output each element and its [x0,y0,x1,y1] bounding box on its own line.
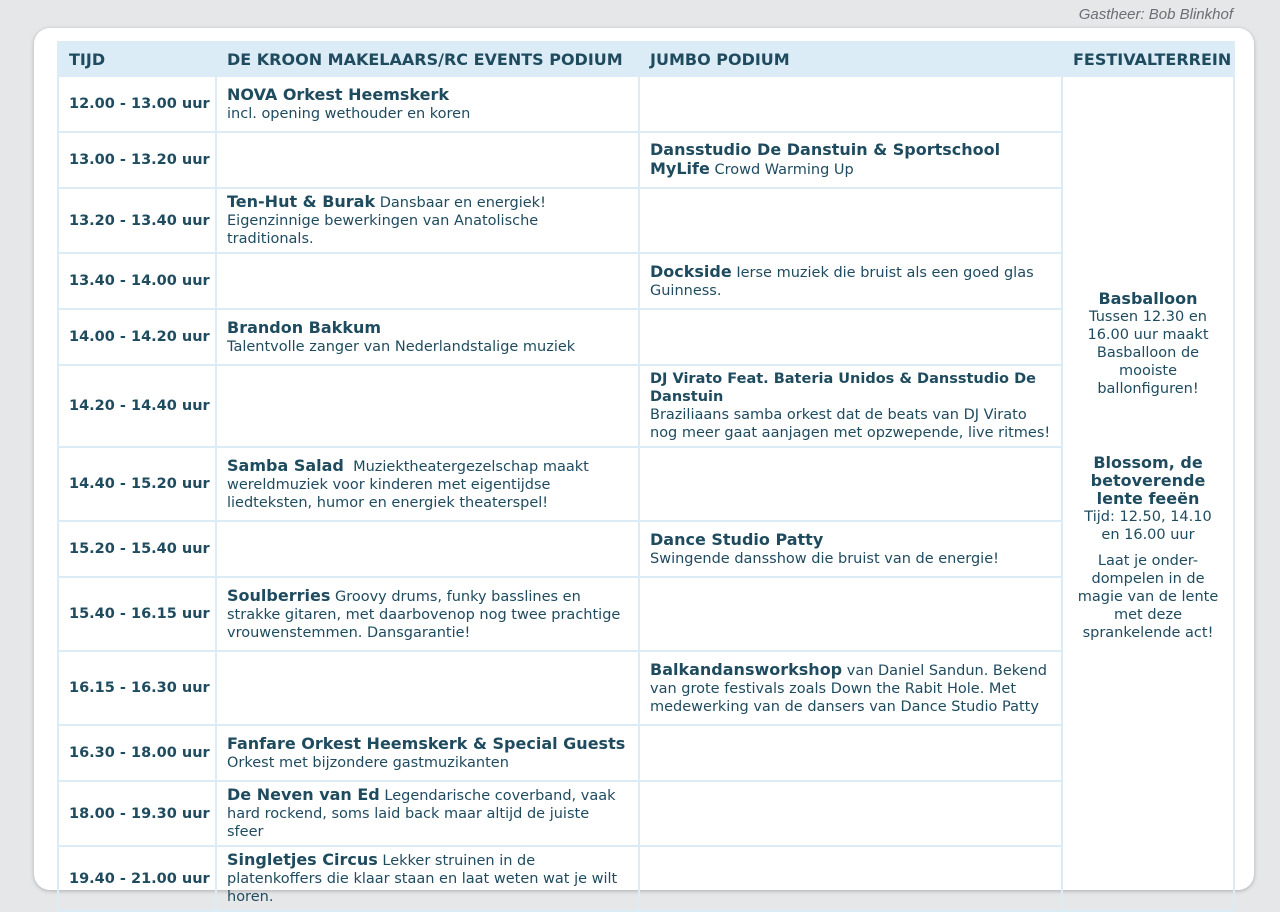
table-row [58,781,1234,846]
program-card [34,28,1254,905]
table-row [58,725,1234,781]
table-row [58,521,1234,577]
act-description: Braziliaans samba orkest dat de beats van DJ Virato nog meer gaat aanjagen met opzwepende, live ritmes! [650,407,1051,441]
act-description: Ierse muziek die bruist als een goed glas Guinness. [650,264,1034,299]
time-slot: 14.00 - 14.20 uur [58,309,216,365]
blossom-title: Blossom, de betoverende lente feeën [1090,452,1206,508]
stage1-cell [216,253,639,309]
header-time: TIJD [58,42,216,76]
table-row [58,577,1234,651]
stage1-cell [216,521,639,577]
stage2-cell [639,365,1062,447]
act-description: incl. opening wethouder en koren [227,105,471,122]
time-slot: 15.40 - 16.15 uur [58,577,216,651]
program-table [57,41,1235,912]
act-name: Soulberries [227,585,331,605]
header-row [58,42,1234,76]
header-stage-kroon: DE KROON MAKELAARS/RC EVENTS PODIUM [216,42,639,76]
table-row [58,651,1234,725]
act-description: van Daniel Sandun. Bekend van grote festivals zoals Down the Rabit Hole. Met medewerking van de dansers van Dance Studio Patty [650,662,1047,715]
basballoon-text: Tussen 12.30 en 16.00 uur maakt Basballoon de mooiste ballonfiguren! [1087,308,1209,397]
act-description: Orkest met bijzondere gastmuzikanten [227,754,509,771]
act-description: Lekker struinen in de platenkoffers die klaar staan en laat weten wat je wilt horen. [227,853,618,905]
act-name: Dansstudio De Danstuin & Sportschool MyLife [650,140,1001,178]
act-description: Legendarische coverband, vaak hard rockend, soms laid back maar altijd de juiste sfeer [227,788,616,840]
time-slot: 19.40 - 21.00 uur [58,846,216,911]
stage1-cell [216,447,639,521]
time-slot: 15.20 - 15.40 uur [58,521,216,577]
header-stage-jumbo: JUMBO PODIUM [639,42,1062,76]
stage2-cell [639,309,1062,365]
act-description: Swingende dansshow die bruist van de energie! [650,550,999,567]
stage1-cell [216,309,639,365]
table-row [58,309,1234,365]
stage2-cell [639,253,1062,309]
stage1-cell [216,365,639,447]
stage2-cell [639,725,1062,781]
time-slot: 16.15 - 16.30 uur [58,651,216,725]
act-name: Singletjes Circus [227,850,378,869]
table-row [58,365,1234,447]
stage2-cell [639,846,1062,911]
host-credit: Gastheer: Bob Blinkhof [1078,6,1233,23]
table-row [58,253,1234,309]
act-name: De Neven van Ed [227,785,380,804]
act-description: Muziektheatergezelschap maakt wereldmuziek voor kinderen met eigentijdse liedteksten, humor en energiek theaterspel! [227,458,589,511]
time-slot: 13.40 - 14.00 uur [58,253,216,309]
act-description: Crowd Warming Up [714,162,854,178]
blossom-time: Tijd: 12.50, 14.10 en 16.00 uur [1084,508,1212,543]
blossom-description: Laat je onder-dompelen in de magie van de lente met deze sprankelende act! [1077,552,1219,641]
basballoon-block [1073,290,1223,398]
stage2-cell [639,781,1062,846]
stage2-cell [639,188,1062,253]
stage1-cell [216,76,639,132]
stage2-cell [639,521,1062,577]
act-name: DJ Virato Feat. Bateria Unidos & Dansstudio De Danstuin [650,371,1036,405]
header-festivalterrein: FESTIVALTERREIN [1062,42,1234,76]
stage2-cell [639,577,1062,651]
festivalterrein-cell [1062,76,1234,911]
time-slot: 14.20 - 14.40 uur [58,365,216,447]
act-name: Ten-Hut & Burak [227,192,376,211]
act-name: Dance Studio Patty [650,529,824,549]
stage1-cell [216,188,639,253]
time-slot: 13.20 - 13.40 uur [58,188,216,253]
time-slot: 14.40 - 15.20 uur [58,447,216,521]
time-slot: 12.00 - 13.00 uur [58,76,216,132]
stage1-cell [216,132,639,188]
table-row [58,132,1234,188]
stage1-cell [216,846,639,911]
stage1-cell [216,577,639,651]
stage2-cell [639,132,1062,188]
act-description: Talentvolle zanger van Nederlandstalige muziek [227,338,576,355]
time-slot: 18.00 - 19.30 uur [58,781,216,846]
stage1-cell [216,781,639,846]
act-name: Dockside [650,261,732,281]
table-row [58,76,1234,132]
time-slot: 13.00 - 13.20 uur [58,132,216,188]
stage1-cell [216,651,639,725]
act-name: Brandon Bakkum [227,317,382,337]
table-row [58,188,1234,253]
act-name: Balkandansworkshop [650,659,843,679]
act-name: Samba Salad [227,455,344,475]
blossom-block [1073,454,1223,642]
stage2-cell [639,76,1062,132]
act-name: Fanfare Orkest Heemskerk & Special Guests [227,733,626,753]
act-name: NOVA Orkest Heemskerk [227,84,449,104]
time-slot: 16.30 - 18.00 uur [58,725,216,781]
stage2-cell [639,651,1062,725]
stage2-cell [639,447,1062,521]
stage1-cell [216,725,639,781]
table-row [58,447,1234,521]
act-description: Groovy drums, funky basslines en strakke gitaren, met daarbovenop nog twee prachtige vrouwenstemmen. Dansgarantie! [227,588,621,641]
act-description: Dansbaar en energiek! Eigenzinnige bewerkingen van Anatolische traditionals. [227,195,546,247]
table-row [58,846,1234,911]
basballoon-title: Basballoon [1098,288,1198,308]
